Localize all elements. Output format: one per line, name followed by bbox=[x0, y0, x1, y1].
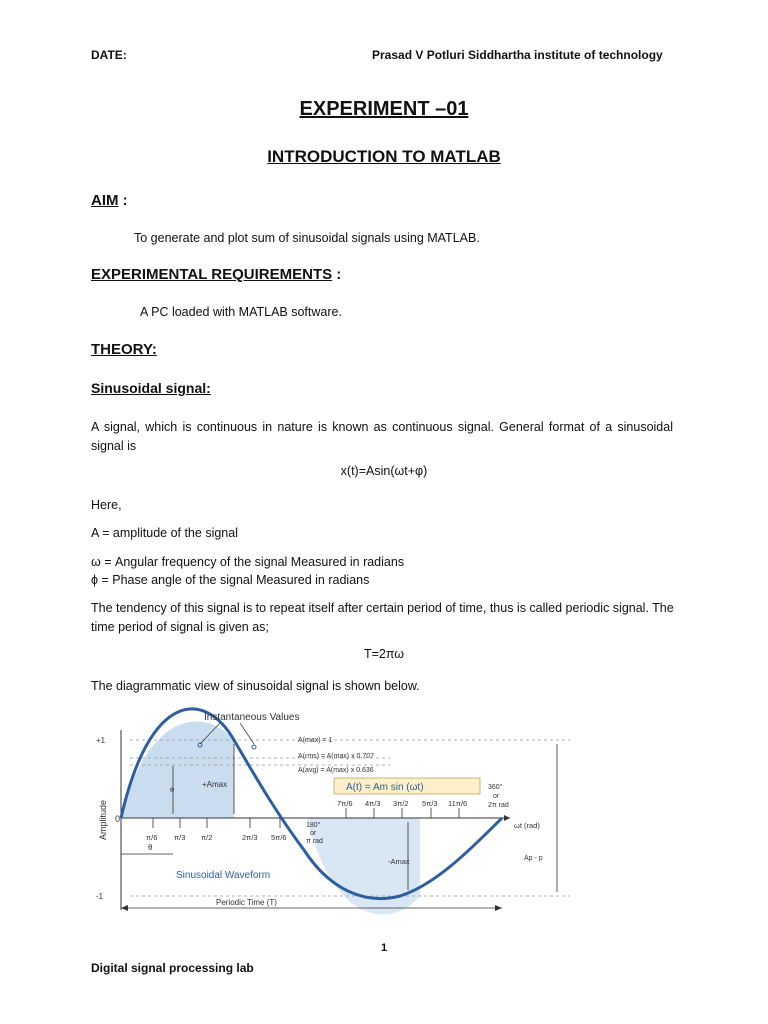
def-amplitude: A = amplitude of the signal bbox=[91, 526, 238, 540]
theory-paragraph-2: The tendency of this signal is to repeat itself after certain period of time, thus is called periodic signal. The time period of signal is given as; bbox=[91, 601, 674, 634]
date-label: DATE: bbox=[91, 48, 127, 62]
amax-formula: A(max) = 1 bbox=[298, 737, 333, 744]
peak-to-peak-label: Ap - p bbox=[524, 855, 543, 862]
sinusoidal-waveform-figure bbox=[90, 700, 590, 918]
theory-heading: THEORY: bbox=[91, 341, 157, 358]
tick-label-3pi2: 3π/2 bbox=[393, 799, 409, 808]
plus-amax-label: +Amax bbox=[202, 780, 228, 789]
tick-marks-positive bbox=[153, 818, 280, 828]
tick-label-5pi6: 5π/6 bbox=[271, 833, 287, 842]
tick-label-5pi3: 5π/3 bbox=[422, 799, 438, 808]
positive-area bbox=[121, 722, 234, 818]
requirements-heading-text: EXPERIMENTAL REQUIREMENTS bbox=[91, 266, 333, 283]
tick-label-2pi3: 2π/3 bbox=[242, 833, 258, 842]
x-axis-label: ωt (rad) bbox=[514, 821, 540, 830]
minus-amax-label: -Amax bbox=[388, 857, 410, 866]
tick-label-pi6: π/6 bbox=[146, 833, 158, 842]
aim-heading-text: AIM bbox=[91, 192, 119, 209]
waveform-caption: Sinusoidal Waveform bbox=[176, 870, 271, 881]
formula-sinusoid: x(t)=Asin(ωt+φ) bbox=[340, 464, 428, 478]
requirements-heading bbox=[91, 266, 341, 283]
theory-paragraph-1: A signal, which is continuous in nature is known as continuous signal. General format of a sinusoidal signal is bbox=[91, 420, 673, 453]
requirements-text: A PC loaded with MATLAB software. bbox=[140, 305, 342, 319]
inst-pointer-right bbox=[240, 723, 254, 744]
experiment-subtitle: INTRODUCTION TO MATLAB bbox=[267, 147, 501, 166]
x-axis-arrow bbox=[504, 815, 510, 821]
experiment-title: EXPERIMENT –01 bbox=[299, 98, 469, 120]
half-period-or: or bbox=[310, 830, 317, 837]
aim-heading-colon: : bbox=[118, 192, 128, 209]
equation-label: A(t) = Am sin (ωt) bbox=[346, 782, 424, 793]
e-label: e bbox=[170, 785, 175, 794]
y-axis-label: Amplitude bbox=[98, 799, 108, 840]
full-period-deg: 360° bbox=[488, 784, 503, 791]
tick-label-7pi6: 7π/6 bbox=[337, 799, 353, 808]
aim-heading bbox=[91, 192, 128, 209]
inst-point-right bbox=[252, 745, 256, 749]
page-number: 1 bbox=[380, 942, 388, 954]
arms-formula: A(rms) = A(max) x 0.707 bbox=[298, 753, 375, 760]
tick-label-pi2: π/2 bbox=[201, 833, 213, 842]
instantaneous-values-label: Instantaneous Values bbox=[204, 712, 300, 723]
def-phase-angle: ϕ = Phase angle of the signal Measured in radians bbox=[91, 573, 370, 587]
aavg-formula: A(avg) = A(max) x 0.636 bbox=[298, 767, 374, 774]
period-label: Periodic Time (T) bbox=[216, 898, 277, 907]
full-period-rad: 2π rad bbox=[488, 802, 509, 809]
half-period-deg: 180° bbox=[306, 822, 321, 829]
theta-label: θ bbox=[148, 843, 153, 852]
tick-label-pi3: π/3 bbox=[174, 833, 186, 842]
negative-area bbox=[307, 818, 420, 914]
theory-paragraph-3: The diagrammatic view of sinusoidal signal is shown below. bbox=[91, 679, 420, 693]
requirements-heading-colon: : bbox=[332, 266, 342, 283]
y-bottom-label: -1 bbox=[96, 892, 104, 901]
aim-text: To generate and plot sum of sinusoidal signals using MATLAB. bbox=[134, 231, 480, 245]
institute-name: Prasad V Potluri Siddhartha institute of technology bbox=[372, 48, 663, 62]
y-top-label: +1 bbox=[96, 736, 106, 745]
y-zero-label: 0 bbox=[115, 814, 121, 824]
sinusoidal-heading: Sinusoidal signal: bbox=[91, 380, 211, 396]
footer-lab-name: Digital signal processing lab bbox=[91, 961, 254, 975]
tick-label-11pi6: 11π/6 bbox=[448, 799, 468, 808]
tick-label-4pi3: 4π/3 bbox=[365, 799, 381, 808]
def-angular-frequency: ω = Angular frequency of the signal Measured in radians bbox=[91, 555, 405, 569]
half-period-rad: π rad bbox=[306, 838, 323, 845]
full-period-or: or bbox=[493, 793, 500, 800]
here-label: Here, bbox=[91, 498, 122, 512]
formula-period: T=2πω bbox=[363, 647, 405, 661]
tick-marks-negative bbox=[346, 808, 459, 818]
